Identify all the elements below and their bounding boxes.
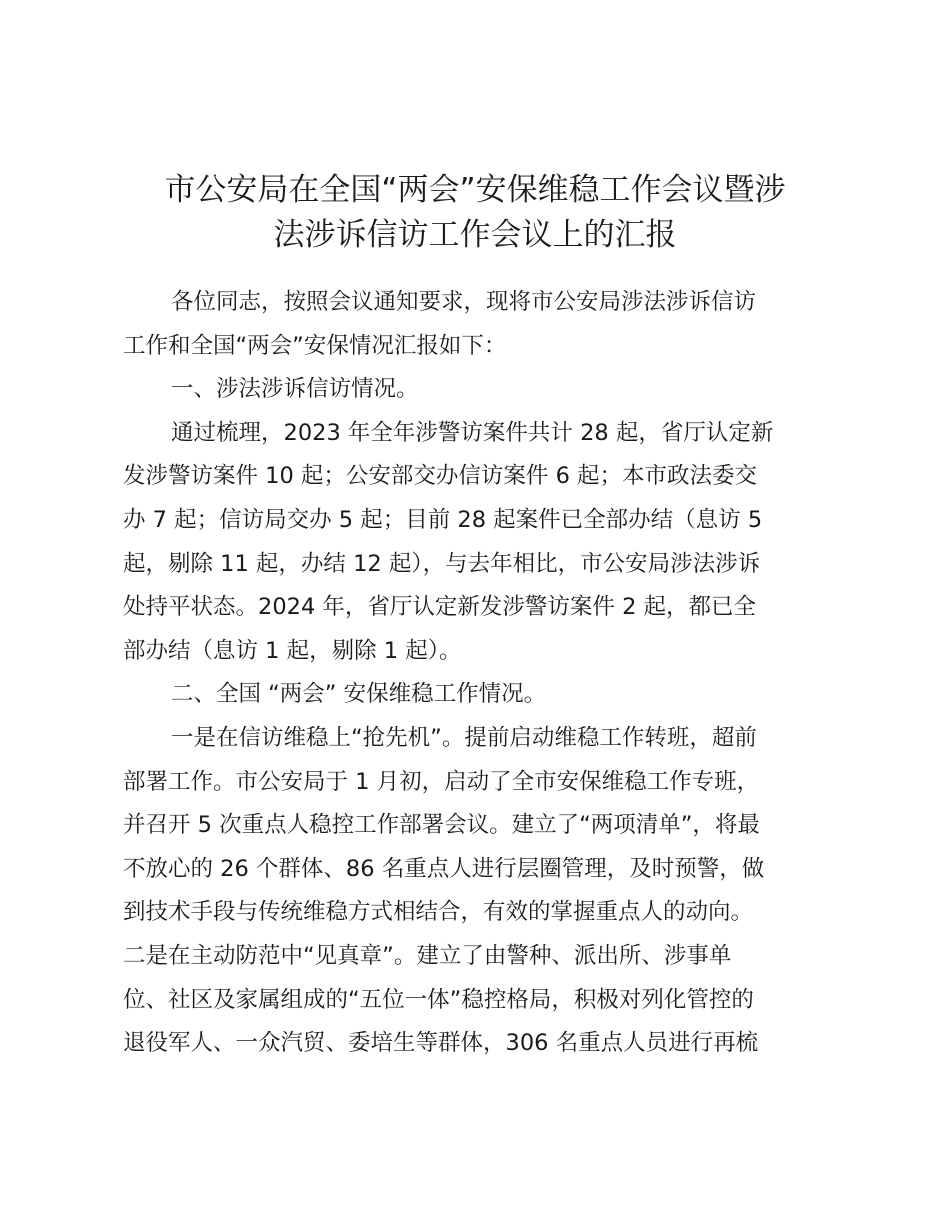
body-text-line: 到技术手段与传统维稳方式相结合，有效的掌握重点人的动向。 bbox=[123, 899, 754, 926]
body-text-line: 处持平状态。2024 年，省厅认定新发涉警访案件 2 起，都已全 bbox=[123, 594, 757, 621]
body-text-line: 二、全国 “两会” 安保维稳工作情况。 bbox=[171, 681, 547, 708]
body-text-line: 部办结（息访 1 起，剔除 1 起）。 bbox=[123, 637, 462, 664]
body-text-line: 不放心的 26 个群体、86 名重点人进行层圈管理，及时预警，做 bbox=[123, 855, 765, 882]
title-line: 市公安局在全国“两会”安保维稳工作会议暨涉 bbox=[164, 172, 786, 208]
body-text-line: 部署工作。市公安局于 1 月初，启动了全市安保维稳工作专班， bbox=[123, 768, 760, 795]
body-text-line: 工作和全国“两会”安保情况汇报如下： bbox=[123, 332, 507, 359]
body-text-line: 位、社区及家属组成的“五位一体”稳控格局，积极对列化管控的 bbox=[123, 986, 754, 1013]
body-text-line: 办 7 起；信访局交办 5 起；目前 28 起案件已全部办结（息访 5 bbox=[123, 506, 763, 533]
document-body bbox=[123, 281, 833, 1066]
body-text-line: 通过梳理，2023 年全年涉警访案件共计 28 起，省厅认定新 bbox=[171, 419, 774, 446]
body-text-line: 一、涉法涉诉信访情况。 bbox=[171, 376, 419, 403]
body-text-line: 二是在主动防范中“见真章”。建立了由警种、派出所、涉事单 bbox=[123, 942, 732, 969]
body-text-line: 起，剔除 11 起，办结 12 起），与去年相比，市公安局涉法涉诉 bbox=[123, 550, 761, 577]
body-text-line: 各位同志，按照会议通知要求，现将市公安局涉法涉诉信访 bbox=[171, 289, 757, 315]
body-text-line: 一是在信访维稳上“抢先机”。提前启动维稳工作转班，超前 bbox=[171, 724, 757, 751]
body-text-line: 并召开 5 次重点人稳控工作部署会议。建立了“两项清单”，将最 bbox=[123, 812, 760, 839]
document-title bbox=[100, 168, 850, 258]
title-line: 法涉诉信访工作会议上的汇报 bbox=[273, 217, 677, 253]
body-text-line: 发涉警访案件 10 起；公安部交办信访案件 6 起；本市政法委交 bbox=[123, 463, 758, 490]
body-text-line: 退役军人、一众汽贸、委培生等群体，306 名重点人员进行再梳 bbox=[123, 1030, 759, 1057]
